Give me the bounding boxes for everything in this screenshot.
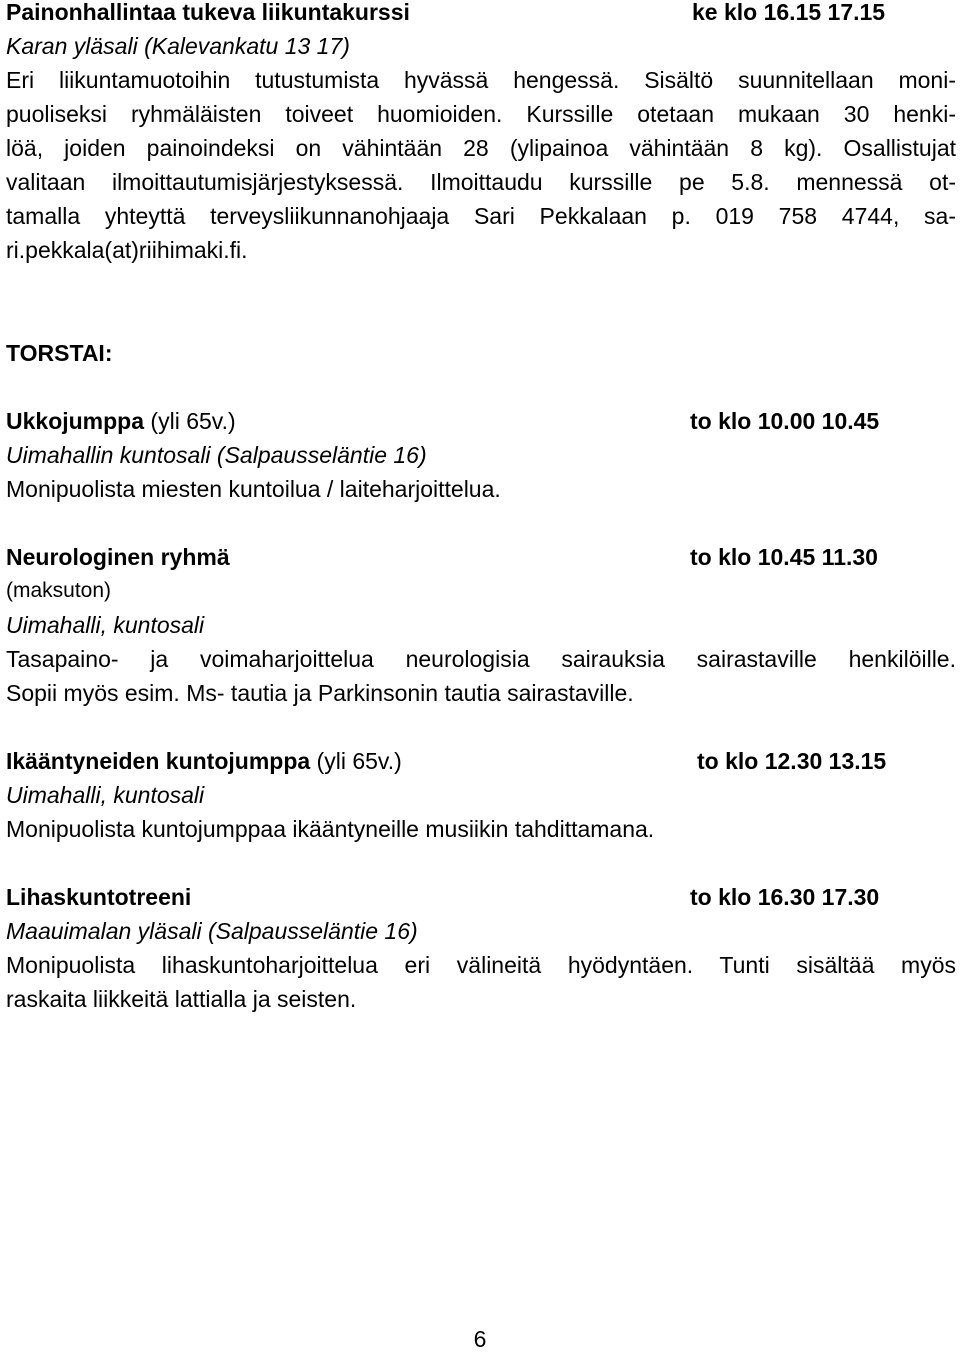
course-description-line: tamalla yhteyttä terveysliikunnanohjaaja Sari Pekkalaan p. 019 758 4744, sa- <box>6 203 956 229</box>
session-header <box>6 880 956 914</box>
course-description-line: löä, joiden painoindeksi on vähintään 28 (ylipainoa vähintään 8 kg). Osallistujat <box>6 135 956 161</box>
course-header <box>6 0 956 29</box>
session-header <box>6 744 956 778</box>
session-name: Ikääntyneiden kuntojumppa <box>6 748 311 774</box>
session-name: Ukkojumppa <box>6 408 145 434</box>
session-time: to klo 16.30 17.30 <box>690 884 880 910</box>
session-description-line: Sopii myös esim. Ms- tautia ja Parkinsonin tautia sairastaville. <box>6 680 634 706</box>
session-time: to klo 10.00 10.45 <box>690 408 880 434</box>
session-name: Neurologinen ryhmä <box>6 544 230 570</box>
course-description-line: ri.pekkala(at)riihimaki.fi. <box>6 237 248 263</box>
course-description-line: valitaan ilmoittautumisjärjestyksessä. Ilmoittaudu kurssille pe 5.8. mennessä ot- <box>6 169 956 195</box>
session-description-line: Monipuolista miesten kuntoilua / laiteharjoittelua. <box>6 476 501 502</box>
page-number: 6 <box>473 1326 487 1352</box>
session-name-suffix: (yli 65v.) <box>144 408 236 434</box>
session-location: Uimahalli, kuntosali <box>6 782 205 808</box>
day-heading: TORSTAI: <box>6 340 113 366</box>
session-location: Uimahallin kuntosali (Salpausseläntie 16) <box>6 442 427 468</box>
course-title: Painonhallintaa tukeva liikuntakurssi <box>6 0 410 25</box>
session-location: Maauimalan yläsali (Salpausseläntie 16) <box>6 918 418 944</box>
session-description-line: Monipuolista kuntojumppaa ikääntyneille musiikin tahdittamana. <box>6 816 655 842</box>
document-page <box>6 0 956 1016</box>
course-time: ke klo 16.15 17.15 <box>692 0 886 25</box>
session-name: Lihaskuntotreeni <box>6 884 192 910</box>
course-description-line: Eri liikuntamuotoihin tutustumista hyvässä hengessä. Sisältö suunnitellaan moni- <box>6 67 956 93</box>
course-location: Karan yläsali (Kalevankatu 13 17) <box>6 33 350 59</box>
session-description-line: Monipuolista lihaskuntoharjoittelua eri välineitä hyödyntäen. Tunti sisältää myös <box>6 952 956 978</box>
session-note: (maksuton) <box>6 579 112 602</box>
session-description-line: Tasapaino- ja voimaharjoittelua neurologisia sairauksia sairastaville henkilöille. <box>6 646 956 672</box>
session-time: to klo 10.45 11.30 <box>690 544 878 570</box>
course-description-line: puoliseksi ryhmäläisten toiveet huomioiden. Kurssille otetaan mukaan 30 henki- <box>6 101 956 127</box>
session-header <box>6 540 956 574</box>
session-header <box>6 404 956 438</box>
session-description-line: raskaita liikkeitä lattialla ja seisten. <box>6 986 357 1012</box>
session-location: Uimahalli, kuntosali <box>6 612 205 638</box>
session-time: to klo 12.30 13.15 <box>697 748 887 774</box>
session-name-suffix: (yli 65v.) <box>310 748 402 774</box>
